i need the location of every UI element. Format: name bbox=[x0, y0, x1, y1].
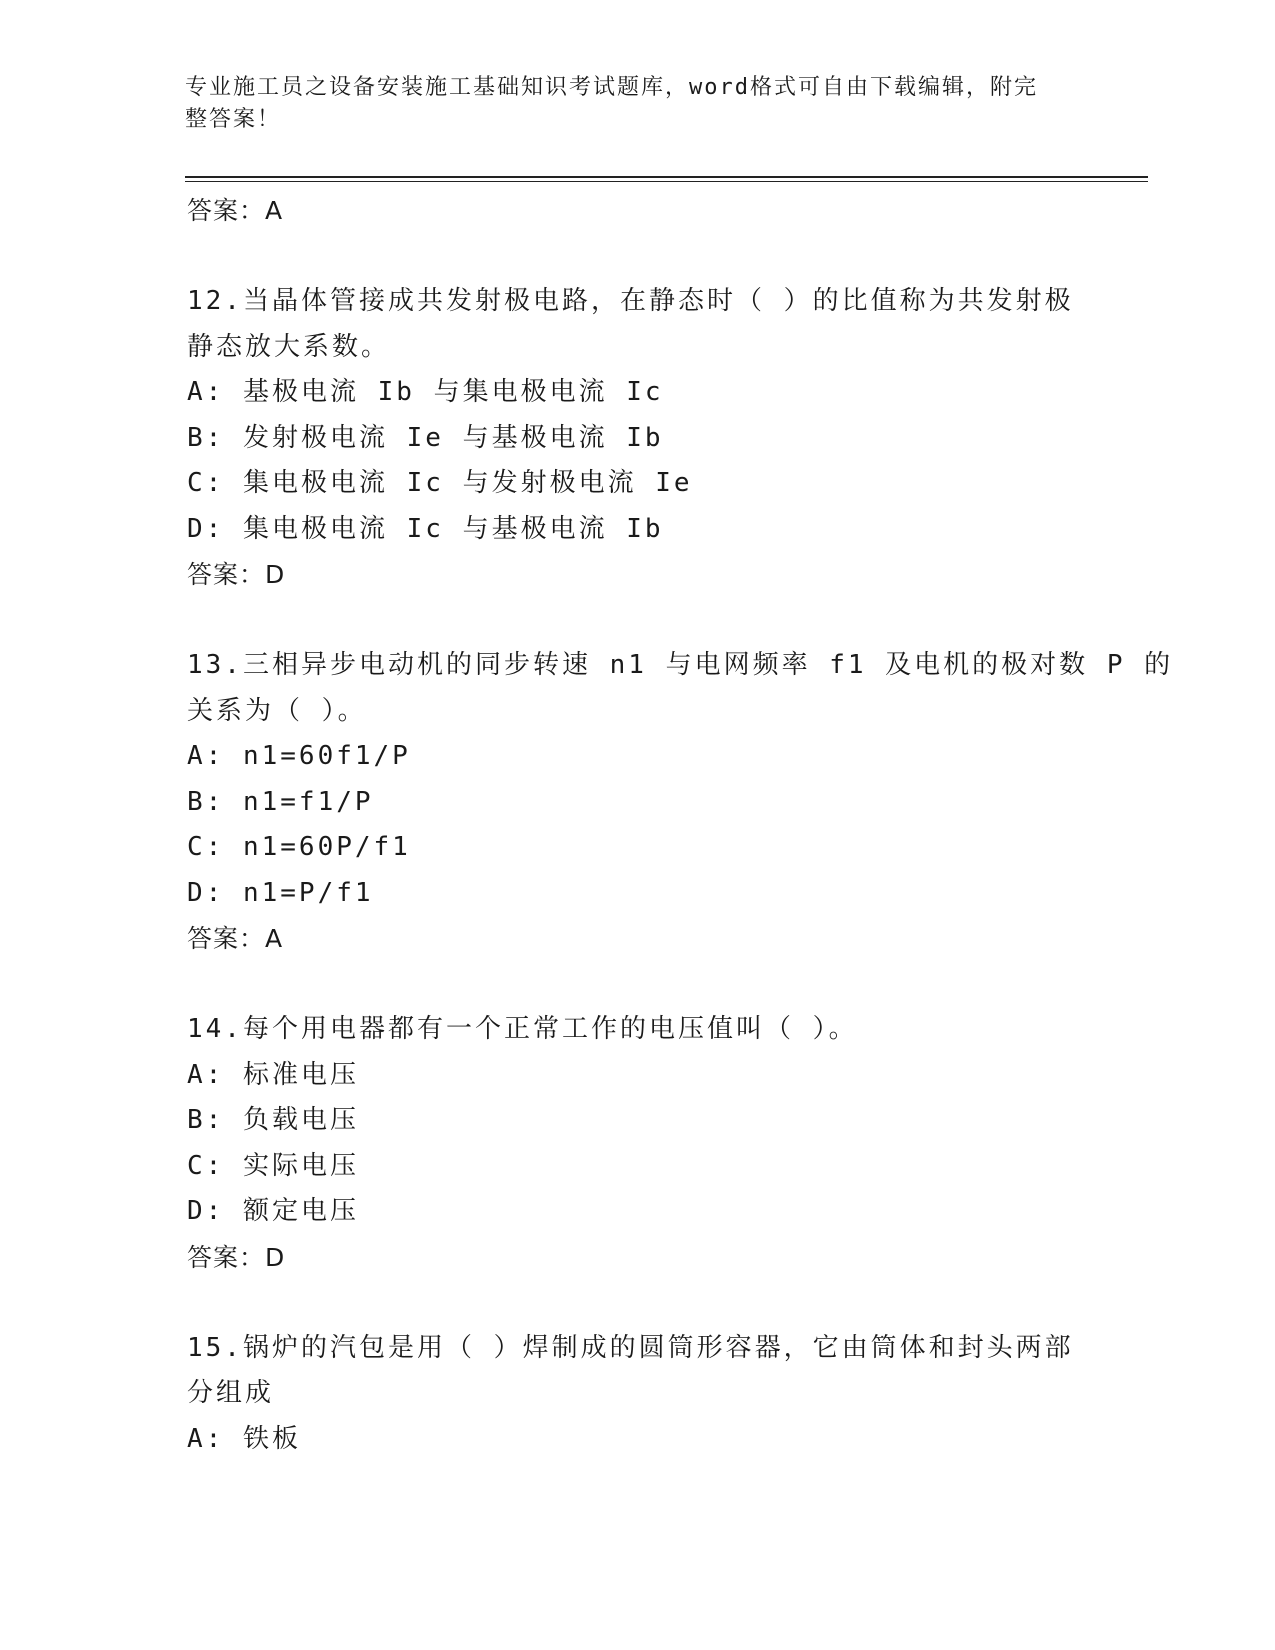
header-rule-thick bbox=[185, 176, 1148, 178]
spacer bbox=[187, 234, 1107, 280]
question-text: 分组成 bbox=[187, 1378, 275, 1408]
header-line-1: 专业施工员之设备安装施工基础知识考试题库，word格式可自由下载编辑，附完 bbox=[185, 75, 1038, 100]
option-b: B: 负载电压 bbox=[187, 1105, 359, 1135]
option-a: A: 标准电压 bbox=[187, 1059, 359, 1090]
spacer bbox=[187, 1280, 1107, 1326]
option-b: B: 发射极电流 Ie 与基极电流 Ib bbox=[187, 422, 664, 453]
option-c: C: 实际电压 bbox=[187, 1150, 359, 1181]
option-a: A: 基极电流 Ib 与集电极电流 Ic bbox=[187, 377, 664, 407]
header-line-2: 整答案！ bbox=[185, 107, 282, 132]
spacer bbox=[187, 962, 1107, 1008]
option-d: D: 额定电压 bbox=[187, 1196, 359, 1226]
answer-line: 答案：D bbox=[187, 1242, 286, 1272]
question-12 bbox=[187, 279, 1107, 598]
question-text: 静态放大系数。 bbox=[187, 331, 391, 362]
question-list bbox=[187, 188, 1174, 1462]
document-header bbox=[185, 72, 1065, 136]
question-text: 15.锅炉的汽包是用（ ）焊制成的圆筒形容器，它由筒体和封头两部 bbox=[187, 1332, 1074, 1363]
option-d: D: n1=P/f1 bbox=[187, 877, 374, 908]
question-13 bbox=[187, 643, 1174, 962]
option-c: C: n1=60P/f1 bbox=[187, 832, 411, 862]
option-b: B: n1=f1/P bbox=[187, 786, 374, 817]
option-a: A: n1=60f1/P bbox=[187, 741, 411, 771]
question-text: 关系为（ ）。 bbox=[187, 695, 367, 726]
option-a: A: 铁板 bbox=[187, 1423, 301, 1454]
answer-line: 答案：D bbox=[187, 560, 286, 589]
question-text: 14.每个用电器都有一个正常工作的电压值叫（ ）。 bbox=[187, 1014, 858, 1044]
answer-line: 答案：A bbox=[187, 196, 284, 225]
option-c: C: 集电极电流 Ic 与发射极电流 Ie bbox=[187, 468, 693, 498]
question-text: 13.三相异步电动机的同步转速 n1 与电网频率 f1 及电机的极对数 P 的 bbox=[187, 650, 1174, 680]
question-text: 12.当晶体管接成共发射极电路，在静态时（ ）的比值称为共发射极 bbox=[187, 286, 1074, 316]
option-d: D: 集电极电流 Ic 与基极电流 Ib bbox=[187, 513, 664, 544]
spacer bbox=[187, 598, 1107, 644]
question-14 bbox=[187, 1007, 1107, 1280]
answer-line: 答案：A bbox=[187, 924, 284, 953]
header-rule-thin bbox=[185, 181, 1148, 182]
question-15 bbox=[187, 1326, 1107, 1463]
